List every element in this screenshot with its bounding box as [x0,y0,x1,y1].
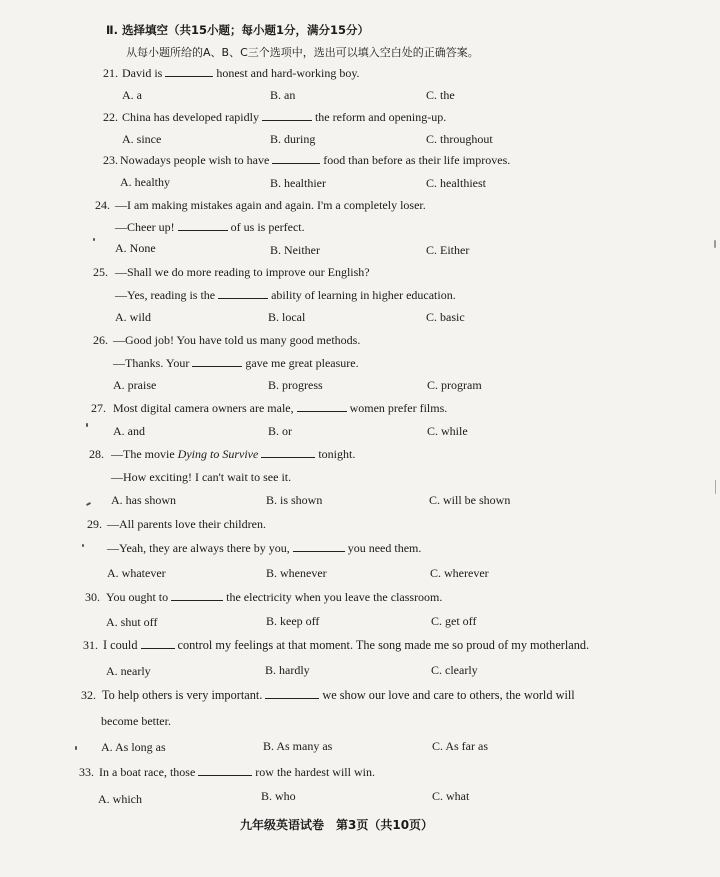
question-number: 27. [91,401,106,415]
option-b: B. an [270,88,296,102]
question-stem-line2: —Thanks. Your gave me great pleasure. [113,356,359,370]
question-stem: —Good job! You have told us many good methods. [113,333,361,347]
question-stem: —Shall we do more reading to improve our English? [115,265,370,279]
question-number: 24. [95,198,110,212]
option-c: C. wherever [430,566,489,580]
question-stem-line2: become better. [101,714,171,728]
option-a: A. a [122,88,142,102]
option-b: B. who [261,789,296,803]
option-c: C. healthiest [426,176,486,190]
question-number: 30. [85,590,100,604]
scan-speck [714,240,716,248]
option-b: B. Neither [270,243,320,257]
question-number: 29. [87,517,102,531]
question-number: 33. [79,765,94,779]
movie-title: Dying to Survive [177,447,259,461]
option-b: B. whenever [266,566,327,580]
question-number: 25. [93,265,108,279]
option-b: B. is shown [266,493,323,507]
question-stem: You ought to the electricity when you leave the classroom. [106,590,443,604]
option-a: A. shut off [106,615,158,629]
option-b: B. hardly [265,663,310,677]
question-stem: I could control my feelings at that moment. The song made me so proud of my motherland. [103,638,590,652]
answer-blank [297,401,347,412]
scan-speck [75,746,77,750]
question-number: 31. [83,638,98,652]
question-stem: —All parents love their children. [107,517,266,531]
answer-blank [141,638,175,649]
option-c: C. As far as [432,739,488,753]
question-stem: —The movie Dying to Survive tonight. [111,447,356,461]
question-stem: China has developed rapidly the reform and opening-up. [122,110,447,124]
option-c: C. will be shown [429,493,511,507]
question-stem: —I am making mistakes again and again. I'm a completely loser. [115,198,426,212]
scan-speck [82,544,84,547]
answer-blank [218,288,268,299]
scan-speck [93,238,95,241]
answer-blank [171,590,223,601]
question-number: 23. [103,153,118,167]
option-b: B. local [268,310,306,324]
answer-blank [178,220,228,231]
option-a: A. As long as [101,740,166,754]
option-b: B. healthier [270,176,326,190]
option-c: C. Either [426,243,470,257]
question-stem: David is honest and hard-working boy. [122,66,360,80]
page-footer: 九年级英语试卷 第3页（共10页） [240,818,434,832]
question-stem: To help others is very important. we show our love and care to others, the world will [102,688,575,702]
answer-blank [293,541,345,552]
answer-blank [272,153,320,164]
option-a: A. has shown [111,493,176,507]
answer-blank [165,66,213,77]
question-stem: Nowadays people wish to have food than before as their life improves. [120,153,511,167]
scan-speck [715,480,716,494]
option-b: B. progress [268,378,323,392]
question-number: 28. [89,447,104,461]
option-c: C. the [426,88,455,102]
option-c: C. get off [431,614,477,628]
answer-blank [261,447,315,458]
question-stem: In a boat race, those row the hardest will win. [99,765,375,779]
question-stem-line2: —Cheer up! of us is perfect. [115,220,305,234]
answer-blank [198,765,252,776]
option-b: B. during [270,132,316,146]
question-stem-line2: —How exciting! I can't wait to see it. [111,470,292,484]
option-b: B. or [268,424,292,438]
option-b: B. As many as [263,739,333,753]
option-a: A. nearly [106,664,151,678]
option-a: A. since [122,132,162,146]
section-title: Ⅱ. 选择填空（共15小题；每小题1分，满分15分） [106,23,369,37]
option-c: C. clearly [431,663,478,677]
option-c: C. what [432,789,470,803]
option-a: A. whatever [107,566,166,580]
option-a: A. healthy [120,175,170,189]
option-b: B. keep off [266,614,320,628]
question-stem-line2: —Yeah, they are always there by you, you need them. [107,541,422,555]
question-number: 22. [103,110,118,124]
question-number: 26. [93,333,108,347]
option-a: A. and [113,424,145,438]
option-c: C. while [427,424,468,438]
answer-blank [192,356,242,367]
scan-speck [86,502,91,506]
option-a: A. which [98,792,142,806]
question-number: 21. [103,66,118,80]
option-c: C. basic [426,310,465,324]
answer-blank [262,110,312,121]
option-a: A. wild [115,310,151,324]
section-instruction: 从每小题所给的A、B、C三个选项中，选出可以填入空白处的正确答案。 [126,46,479,59]
answer-blank [265,688,319,699]
option-a: A. None [115,241,156,255]
question-stem: Most digital camera owners are male, women prefer films. [113,401,448,415]
option-a: A. praise [113,378,157,392]
question-number: 32. [81,688,96,702]
option-c: C. program [427,378,482,392]
option-c: C. throughout [426,132,493,146]
scan-speck [86,423,88,427]
question-stem-line2: —Yes, reading is the ability of learning in higher education. [115,288,456,302]
